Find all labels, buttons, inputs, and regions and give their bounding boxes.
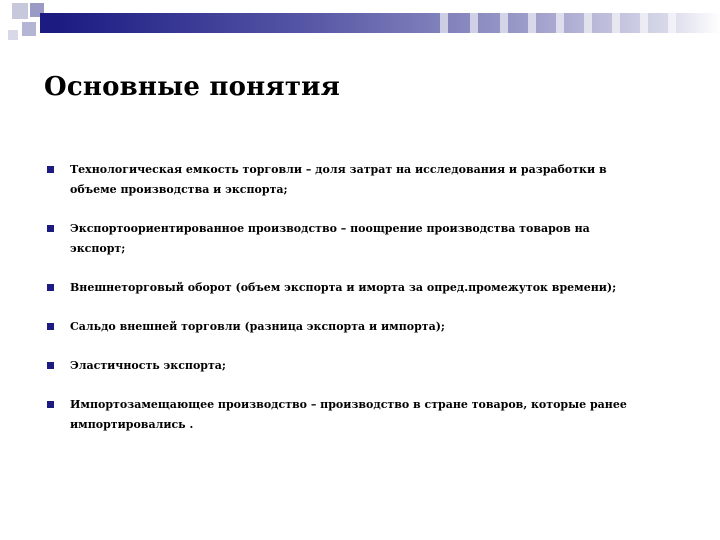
bar-stripe <box>470 13 478 33</box>
bar-stripe <box>612 13 620 33</box>
bullet-item <box>44 317 644 337</box>
bullet-item <box>44 356 644 376</box>
bullet-text: Сальдо внешней торговли (разница экспорта и импорта); <box>70 320 445 333</box>
bullet-item <box>44 278 644 298</box>
decor-square <box>8 30 18 40</box>
bar-stripe <box>528 13 536 33</box>
bar-stripe <box>440 13 448 33</box>
bullet-text: Экспортоориентированное производство – поощрение производства товаров на экспорт; <box>70 222 590 255</box>
header-gradient-bar <box>56 13 720 33</box>
bar-stripe <box>556 13 564 33</box>
bar-stripe <box>584 13 592 33</box>
decor-square <box>22 22 36 36</box>
bullet-text: Эластичность экспорта; <box>70 359 226 372</box>
bullet-text: Технологическая емкость торговли – доля затрат на исследования и разработки в объеме производства и экспорта; <box>70 163 607 196</box>
bullet-text: Импортозамещающее производство – производство в стране товаров, которые ранее импортировались . <box>70 398 627 431</box>
square-bullet-icon <box>47 166 54 173</box>
square-bullet-icon <box>47 225 54 232</box>
square-bullet-icon <box>47 323 54 330</box>
bar-stripe <box>640 13 648 33</box>
bullet-list <box>44 160 644 435</box>
bullet-item <box>44 395 644 435</box>
slide-title: Основные понятия <box>44 72 341 102</box>
bar-stripe <box>668 13 676 33</box>
square-bullet-icon <box>47 362 54 369</box>
square-bullet-icon <box>47 401 54 408</box>
bullet-text: Внешнеторговый оборот (объем экспорта и иморта за опред.промежуток времени); <box>70 281 617 294</box>
bar-stripe <box>500 13 508 33</box>
bullet-item <box>44 160 644 200</box>
decor-square <box>12 3 28 19</box>
header-decoration <box>0 0 720 48</box>
square-bullet-icon <box>47 284 54 291</box>
decor-square <box>40 13 56 33</box>
bullet-item <box>44 219 644 259</box>
